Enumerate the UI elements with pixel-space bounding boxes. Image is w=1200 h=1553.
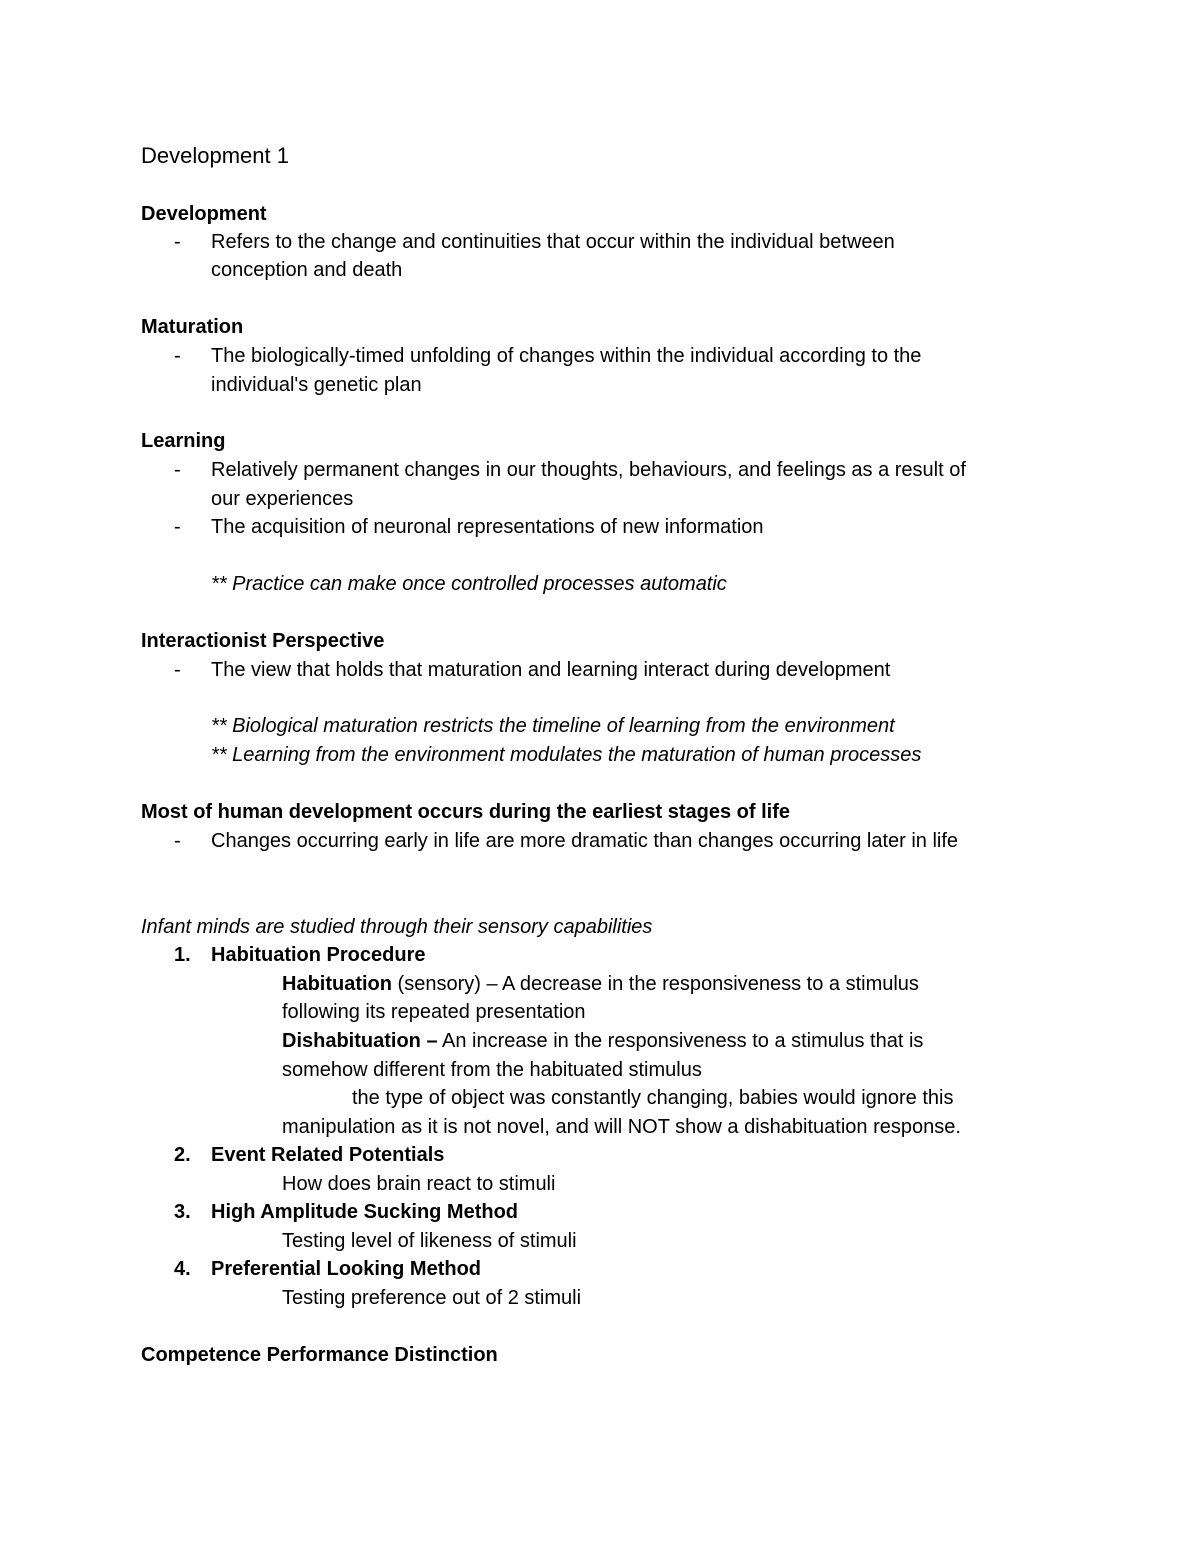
dishabituation-def-line1 [282, 1027, 923, 1055]
maturation-def-line1: The biologically-timed unfolding of changes within the individual according to the [211, 345, 922, 367]
section-heading-development: Development [141, 203, 267, 225]
section-heading-human-development: Most of human development occurs during the earliest stages of life [141, 801, 791, 823]
maturation-def-line2: individual's genetic plan [211, 374, 422, 396]
list-number: 4. [174, 1258, 191, 1280]
page-title: Development 1 [141, 143, 289, 168]
bullet-dash: - [174, 830, 181, 852]
dishabituation-term: Dishabituation – [282, 1030, 438, 1052]
bullet-dash: - [174, 516, 181, 538]
development-def-line1: Refers to the change and continuities that occur within the individual between [211, 231, 895, 253]
event-related-potentials-desc: How does brain react to stimuli [282, 1173, 556, 1195]
habituation-rest: (sensory) – A decrease in the responsiveness to a stimulus [392, 973, 919, 995]
list-item-preferential-looking: Preferential Looking Method [211, 1258, 482, 1280]
example-line2: manipulation as it is not novel, and will NOT show a dishabituation response. [282, 1116, 961, 1138]
example-line1: the type of object was constantly changing, babies would ignore this [352, 1087, 954, 1109]
development-def-line2: conception and death [211, 259, 403, 281]
bullet-dash: - [174, 231, 181, 253]
human-development-def: Changes occurring early in life are more dramatic than changes occurring later in life [211, 830, 959, 852]
learning-note: ** Practice can make once controlled processes automatic [211, 573, 727, 595]
dishabituation-def-line2: somehow different from the habituated stimulus [282, 1059, 702, 1081]
infant-intro: Infant minds are studied through their sensory capabilities [141, 916, 653, 938]
habituation-def-line2: following its repeated presentation [282, 1001, 586, 1023]
interactionist-note1: ** Biological maturation restricts the timeline of learning from the environment [211, 715, 895, 737]
preferential-looking-desc: Testing preference out of 2 stimuli [282, 1287, 582, 1309]
section-heading-interactionist: Interactionist Perspective [141, 630, 385, 652]
list-item-event-related-potentials: Event Related Potentials [211, 1144, 445, 1166]
bullet-dash: - [174, 659, 181, 681]
habituation-def-line1 [282, 970, 919, 998]
bullet-dash: - [174, 459, 181, 481]
learning-def1-line1: Relatively permanent changes in our thoughts, behaviours, and feelings as a result of [211, 459, 966, 481]
bullet-dash: - [174, 345, 181, 367]
section-heading-learning: Learning [141, 430, 226, 452]
section-heading-competence: Competence Performance Distinction [141, 1344, 498, 1366]
list-item-habituation-procedure: Habituation Procedure [211, 944, 426, 966]
high-amplitude-sucking-desc: Testing level of likeness of stimuli [282, 1230, 577, 1252]
list-item-high-amplitude-sucking: High Amplitude Sucking Method [211, 1201, 519, 1223]
learning-def1-line2: our experiences [211, 488, 354, 510]
list-number: 3. [174, 1201, 191, 1223]
dishabituation-rest: An increase in the responsiveness to a stimulus that is [437, 1030, 924, 1052]
learning-def2: The acquisition of neuronal representations of new information [211, 516, 764, 538]
habituation-term: Habituation [282, 973, 392, 995]
interactionist-def: The view that holds that maturation and learning interact during development [211, 659, 891, 681]
list-number: 2. [174, 1144, 191, 1166]
section-heading-maturation: Maturation [141, 316, 244, 338]
list-number: 1. [174, 944, 191, 966]
interactionist-note2: ** Learning from the environment modulates the maturation of human processes [211, 744, 922, 766]
